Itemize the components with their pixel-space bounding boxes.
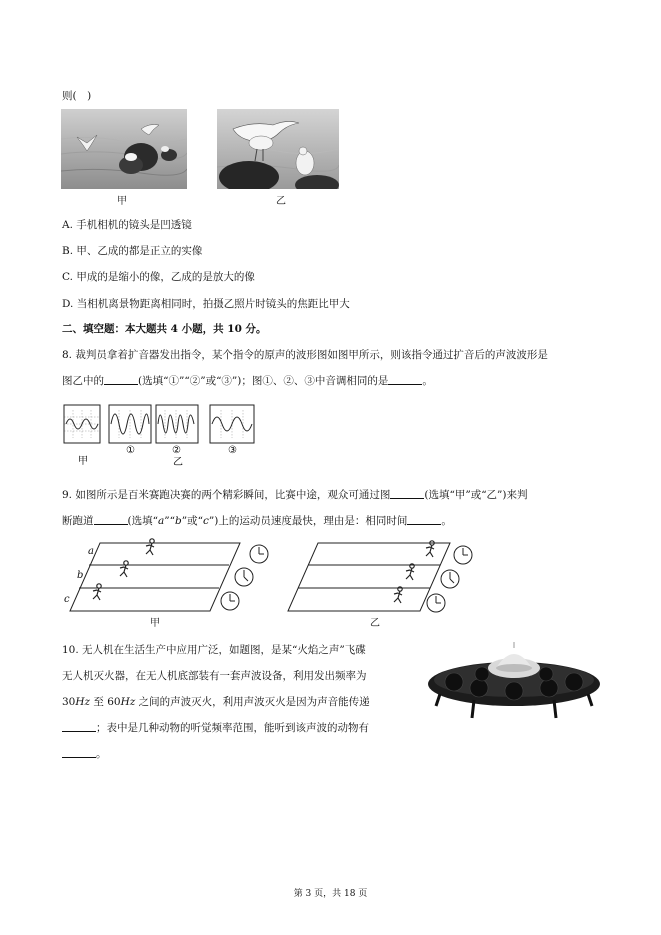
q9-blank-3 bbox=[407, 514, 441, 525]
q10-unit-hz-2: Hz bbox=[120, 696, 136, 708]
q8-text-b: (选填“①”“②”或“③”)；图①、②、③中音调相同的是 bbox=[138, 375, 389, 387]
q9-lane-b: b bbox=[174, 515, 182, 527]
q10-text-e: 。 bbox=[96, 748, 107, 760]
q7-option-a: A. 手机相机的镜头是凹透镜 bbox=[62, 219, 192, 231]
q9-text-d: (选填“ bbox=[127, 515, 158, 527]
q9-text-b: (选填“甲”或“乙”)来判 bbox=[424, 489, 528, 501]
q8-text-c: 。 bbox=[422, 375, 433, 387]
section-heading: 二、填空题：本大题共 4 小题，共 10 分。 bbox=[62, 323, 267, 335]
q9-track-label-a: a bbox=[88, 546, 94, 557]
q9-text-c: 断跑道 bbox=[62, 515, 94, 527]
q9-fig-label-yi: 乙 bbox=[370, 618, 380, 629]
q8-line1: 8. 裁判员拿着扩音器发出指令，某个指令的原声的波形图如图甲所示，则该指令通过扩音后的声波波形是 bbox=[62, 349, 548, 361]
q8-label-3: ③ bbox=[228, 445, 237, 456]
q8-waveform-figure bbox=[60, 400, 260, 470]
q10-line5 bbox=[62, 746, 107, 761]
q7-stem-end: 则( ) bbox=[62, 90, 92, 102]
q9-line2 bbox=[62, 513, 452, 528]
q9-text-e: ”)上的运动员速度最快，理由是：相同时间 bbox=[208, 515, 408, 527]
ufo-drone-image bbox=[424, 638, 604, 734]
photo-yi bbox=[217, 109, 339, 189]
q9-fig-label-jia: 甲 bbox=[150, 618, 160, 629]
q10-line2: 无人机灭火器，在无人机底部装有一套声波设备，利用发出频率为 bbox=[62, 670, 367, 682]
q9-blank-1 bbox=[390, 488, 424, 499]
q9-lane-c: c bbox=[202, 515, 209, 527]
q10-text-to-60: 至 60 bbox=[90, 696, 121, 708]
q7-option-c: C. 甲成的是缩小的像，乙成的是放大的像 bbox=[62, 271, 255, 283]
photo-jia bbox=[61, 109, 187, 189]
q8-blank-1 bbox=[104, 374, 138, 385]
q9-text-f: 。 bbox=[441, 515, 452, 527]
q8-label-2: ② bbox=[172, 445, 181, 456]
q8-line2 bbox=[62, 373, 433, 388]
q9-lane-a: a bbox=[157, 515, 165, 527]
q8-blank-2 bbox=[388, 374, 422, 385]
q9-text-a: 9. 如图所示是百米赛跑决赛的两个精彩瞬间，比赛中途，观众可通过图 bbox=[62, 489, 391, 501]
q8-text-a: 图乙中的 bbox=[62, 375, 104, 387]
q7-option-d: D. 当相机离景物距离相同时，拍摄乙照片时镜头的焦距比甲大 bbox=[62, 298, 350, 310]
page-footer: 第 3 页，共 18 页 bbox=[293, 889, 368, 899]
q9-blank-2 bbox=[94, 514, 128, 525]
q10-line4 bbox=[62, 720, 369, 735]
q7-option-b: B. 甲、乙成的都是正立的实像 bbox=[62, 245, 203, 257]
q8-label-jia: 甲 bbox=[78, 456, 88, 467]
q8-label-yi: 乙 bbox=[173, 457, 183, 468]
q9-line1 bbox=[62, 487, 528, 502]
q10-text-c: 之间的声波灭火，利用声波灭火是因为声音能传递 bbox=[135, 696, 370, 708]
q8-label-1: ① bbox=[126, 445, 135, 456]
photo-caption-jia: 甲 bbox=[117, 196, 127, 207]
q9-quote-1: ”“ bbox=[164, 515, 175, 527]
q10-text-30: 30 bbox=[62, 696, 76, 708]
q10-text-d: ；表中是几种动物的听觉频率范围，能听到该声波的动物有 bbox=[96, 722, 369, 734]
q9-track-label-c: c bbox=[64, 594, 70, 605]
q9-track-label-b: b bbox=[77, 570, 84, 581]
q10-unit-hz-1: Hz bbox=[75, 696, 91, 708]
q10-line1: 10. 无人机在生活生产中应用广泛，如题图，是某“火焰之声”飞碟 bbox=[62, 644, 366, 656]
q9-track-figure bbox=[58, 535, 478, 630]
q10-blank-2 bbox=[62, 747, 96, 758]
q9-quote-2: ”或“ bbox=[181, 515, 203, 527]
photo-caption-yi: 乙 bbox=[276, 196, 286, 207]
q10-blank-1 bbox=[62, 721, 96, 732]
q10-line3 bbox=[62, 694, 370, 709]
